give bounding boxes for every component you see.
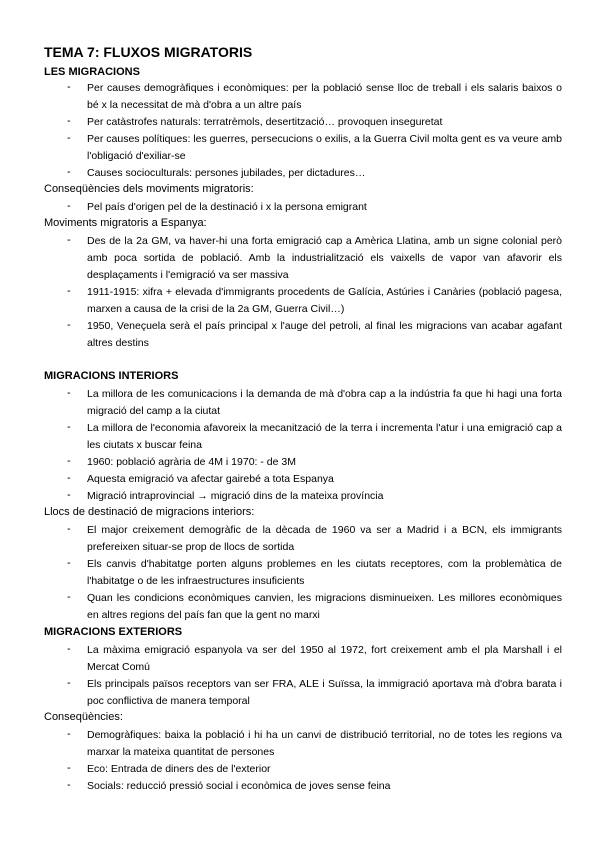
bullet-dash: -: [67, 81, 71, 93]
bullet-dash: -: [67, 132, 71, 144]
list-item: La màxima emigració espanyola va ser del 1950 al 1972, fort creixement amb el pla Marshall i el Mercat Comú: [87, 644, 562, 673]
list-item: Per causes demogràfiques i econòmiques: per la població sense lloc de treball i els salaris baixos o bé x la necessitat de mà d'obra a un altre país: [87, 82, 562, 111]
bullet-dash: -: [67, 387, 71, 399]
list-item: 1911-1915: xifra + elevada d'immigrants procedents de Galícia, Astúries i Canàries (població pagesa, marxen a causa de la crisi de la 2a GM, Guerra Civil…): [87, 286, 562, 315]
bullet-dash: -: [67, 677, 71, 689]
list-item: Per catàstrofes naturals: terratrèmols, desertització… provoquen inseguretat: [87, 116, 443, 128]
bullet-dash: -: [67, 115, 71, 127]
bullet-dash: -: [67, 455, 71, 467]
list-item: 1960: població agrària de 4M i 1970: - de 3M: [87, 456, 296, 468]
list-item: Causes socioculturals: persones jubilades, per dictadures…: [87, 167, 366, 179]
bullet-dash: -: [67, 285, 71, 297]
section-heading-consequencies: Conseqüències:: [44, 711, 123, 723]
list-item: Quan les condicions econòmiques canvien, les migracions disminueixen. Les millores econòmiques en altres regions del país fan que la gent no marxi: [87, 592, 562, 621]
bullet-dash: -: [67, 472, 71, 484]
list-item: Socials: reducció pressió social i econòmica de joves sense feina: [87, 780, 391, 792]
list-item: Per causes polítiques: les guerres, persecucions o exilis, a la Guerra Civil molta gent es va veure amb l'obligació d'exiliar-se: [87, 133, 562, 162]
list-item: Eco: Entrada de diners des de l'exterior: [87, 763, 271, 775]
bullet-dash: -: [67, 319, 71, 331]
bullet-dash: -: [67, 234, 71, 246]
list-item: La millora de les comunicacions i la demanda de mà d'obra cap a la indústria fa que hi hagi una forta migració del camp a la ciutat: [87, 388, 562, 417]
list-item: Des de la 2a GM, va haver-hi una forta emigració cap a Amèrica Llatina, amb un signe colonial però amb poca sortida de població. Amb la industrialització els vaixells de vapor van afavorir els desplaçaments i l'emigració va ser massiva: [87, 235, 562, 281]
section-heading-les-migracions: LES MIGRACIONS: [44, 66, 140, 78]
bullet-dash: -: [67, 779, 71, 791]
page-title: TEMA 7: FLUXOS MIGRATORIS: [44, 44, 253, 60]
list-item: La millora de l'economia afavoreix la mecanització de la terra i incrementa l'atur i una emigració cap a les ciutats x buscar feina: [87, 422, 562, 451]
section-heading-migracions-interiors: MIGRACIONS INTERIORS: [44, 370, 179, 382]
section-heading-moviments-espanya: Moviments migratoris a Espanya:: [44, 217, 207, 229]
bullet-dash: -: [67, 421, 71, 433]
list-item: Pel país d'origen pel de la destinació i x la persona emigrant: [87, 201, 367, 213]
list-item: Demogràfiques: baixa la població i hi ha un canvi de distribució territorial, no de totes les regions va marxar la mateixa quantitat de persones: [87, 729, 562, 758]
list-item: Aquesta emigració va afectar gairebé a tota Espanya: [87, 473, 334, 485]
list-item: El major creixement demogràfic de la dècada de 1960 va ser a Madrid i a BCN, els immigrants prefereixen situar-se prop de llocs de sortida: [87, 524, 562, 553]
section-heading-llocs-destinacio: Llocs de destinació de migracions interiors:: [44, 506, 255, 518]
bullet-dash: -: [67, 643, 71, 655]
list-item: 1950, Veneçuela serà el país principal x l'auge del petroli, al final les migracions van acabar agafant altres destins: [87, 320, 562, 349]
bullet-dash: -: [67, 523, 71, 535]
list-item: Els principals països receptors van ser FRA, ALE i Suïssa, la immigració aportava mà d'obra barata i poc conflictiva de manera temporal: [87, 678, 562, 707]
bullet-dash: -: [67, 728, 71, 740]
list-item: Migració intraprovincial → migració dins de la mateixa província: [87, 490, 384, 502]
section-heading-migracions-exteriors: MIGRACIONS EXTERIORS: [44, 626, 183, 638]
bullet-dash: -: [67, 591, 71, 603]
bullet-dash: -: [67, 762, 71, 774]
bullet-dash: -: [67, 166, 71, 178]
list-item: Els canvis d'habitatge porten alguns problemes en les ciutats receptores, com la problemàtica de l'habitatge o de les infraestructures insuficients: [87, 558, 562, 587]
bullet-dash: -: [67, 557, 71, 569]
bullet-dash: -: [67, 200, 71, 212]
section-heading-consequencies-moviments: Conseqüències dels moviments migratoris:: [44, 183, 254, 195]
bullet-dash: -: [67, 489, 71, 501]
